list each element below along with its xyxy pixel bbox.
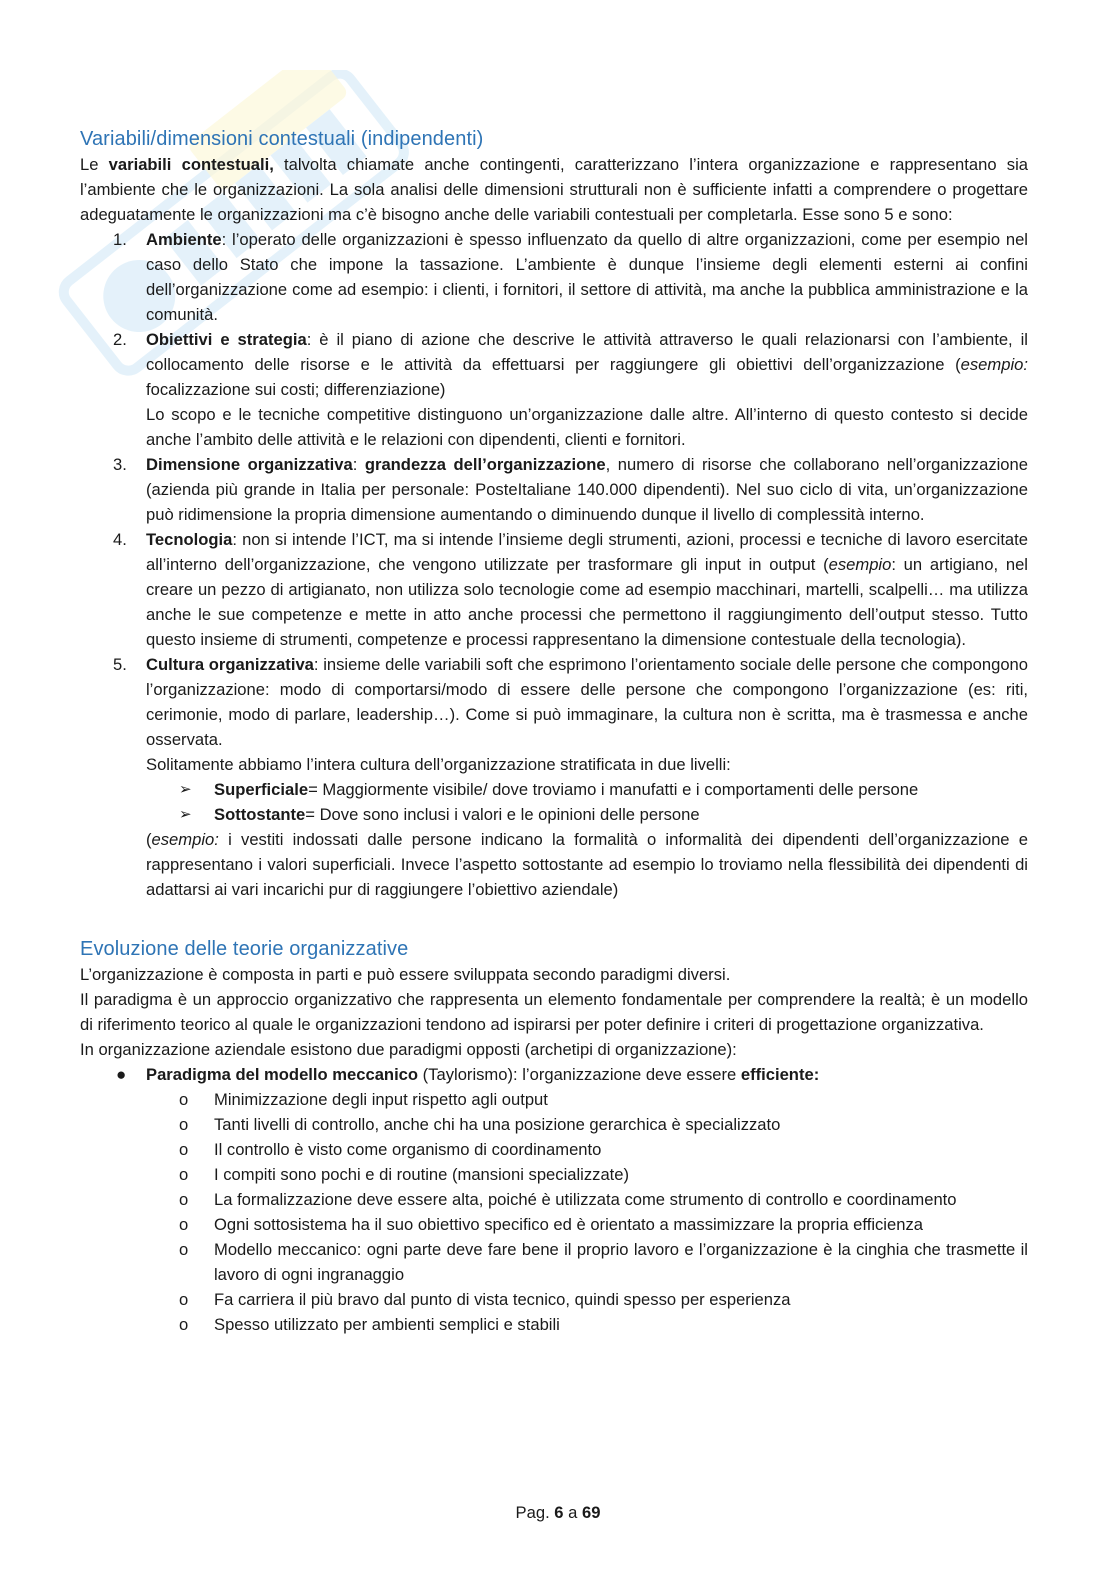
hollow-circle-bullet-icon: o: [179, 1090, 189, 1109]
sub-list-item: o I compiti sono pochi e di routine (mansioni specializzate): [80, 1162, 1028, 1187]
hollow-circle-bullet-icon: o: [179, 1240, 189, 1259]
section-heading-evoluzione: Evoluzione delle teorie organizzative: [80, 938, 409, 960]
sub-list-item: o Minimizzazione degli input rispetto agli output: [80, 1087, 1028, 1112]
hollow-circle-bullet-icon: o: [179, 1190, 189, 1209]
total-page-count: 69: [581, 1503, 601, 1522]
culture-level-superficiale: ➢ Superficiale= Maggiormente visibile/ dove troviamo i manufatti e i comportamenti delle persone: [80, 777, 1028, 802]
paragraph: Il paradigma è un approccio organizzativo che rappresenta un elemento fondamentale per comprendere la realtà; è un modello di riferimento teorico al quale le organizzazioni tendono ad ispirarsi per poter definire i criteri di progettazione organizzativa.: [80, 990, 1028, 1034]
hollow-circle-bullet-icon: o: [179, 1165, 189, 1184]
section-heading-variabili: Variabili/dimensioni contestuali (indipendenti): [80, 128, 484, 150]
list-number: 3.: [113, 455, 127, 474]
list-number: 2.: [113, 330, 127, 349]
current-page-number: 6: [554, 1503, 564, 1522]
document-page: [80, 126, 1028, 1337]
page-footer: Pag. 6 a 69: [515, 1503, 601, 1522]
culture-example-paragraph: (esempio: i vestiti indossati dalle persone indicano la formalità o informalità dei dipendenti dell’organizzazione e rappresentano i valori superficiali. Invece l’aspetto sottostante ad esempio lo troviamo nella flessibilità dei dipendenti di adattarsi ai vari incarichi pur di raggiungere l’obiettivo aziendale): [146, 830, 1028, 899]
culture-level-sottostante: ➢ Sottostante= Dove sono inclusi i valori e le opinioni delle persone: [80, 802, 1028, 827]
paragraph: In organizzazione aziendale esistono due paradigmi opposti (archetipi di organizzazione):: [80, 1040, 737, 1059]
hollow-circle-bullet-icon: o: [179, 1290, 189, 1309]
hollow-circle-bullet-icon: o: [179, 1315, 189, 1334]
bullet-modello-meccanico: ● Paradigma del modello meccanico (Taylorismo): l’organizzazione deve essere efficiente:: [80, 1062, 1028, 1087]
hollow-circle-bullet-icon: o: [179, 1115, 189, 1134]
sub-list-item: o Ogni sottosistema ha il suo obiettivo specifico ed è orientato a massimizzare la propria efficienza: [80, 1212, 1028, 1237]
list-number: 1.: [113, 230, 127, 249]
hollow-circle-bullet-icon: o: [179, 1215, 189, 1234]
sub-list-item: o Spesso utilizzato per ambienti semplici e stabili: [80, 1312, 1028, 1337]
list-number: 5.: [113, 655, 127, 674]
intro-paragraph: Le variabili contestuali, talvolta chiamate anche contingenti, caratterizzano l’intera organizzazione e rappresentano sia l’ambiente che le organizzazioni. La sola analisi delle dimensioni strutturali non è sufficiente infatti a comprendere o progettare adeguatamente le organizzazioni ma c’è bisogno anche delle variabili contestuali per completarla. Esse sono 5 e sono:: [80, 155, 1028, 224]
sub-list-item: o Modello meccanico: ogni parte deve fare bene il proprio lavoro e l’organizzazione è la cinghia che trasmette il lavoro di ogni ingranaggio: [80, 1237, 1028, 1287]
list-number: 4.: [113, 530, 127, 549]
sub-list-item: o Il controllo è visto come organismo di coordinamento: [80, 1137, 1028, 1162]
arrowhead-bullet-icon: ➢: [179, 806, 192, 823]
filled-dot-bullet-icon: ●: [116, 1065, 127, 1084]
list-item-dimensione: 3. Dimensione organizzativa: grandezza dell’organizzazione, numero di risorse che collaborano nell’organizzazione (azienda più grande in Italia per personale: PosteItaliane 140.000 dipendenti). Nel suo ciclo di vita, un’organizzazione può ridimensione la propria dimensione aumentando o diminuendo dunque il livello di complessità interno.: [80, 452, 1028, 527]
sub-list-item: o Fa carriera il più bravo dal punto di vista tecnico, quindi spesso per esperienza: [80, 1287, 1028, 1312]
arrowhead-bullet-icon: ➢: [179, 781, 192, 798]
list-item-ambiente: 1. Ambiente: l’operato delle organizzazioni è spesso influenzato da quello di altre organizzazioni, come per esempio nel caso dello Stato che impone la tassazione. L’ambiente è dunque l’insieme degli elementi esterni ai confini dell’organizzazione come ad esempio: i clienti, i fornitori, il settore di attività, ma anche la pubblica amministrazione e la comunità.: [80, 227, 1028, 327]
sub-list-item: o La formalizzazione deve essere alta, poiché è utilizzata come strumento di controllo e coordinamento: [80, 1187, 1028, 1212]
list-item-tecnologia: 4. Tecnologia: non si intende l’ICT, ma si intende l’insieme degli strumenti, azioni, processi e tecniche di lavoro esercitate all’interno dell’organizzazione, che vengono utilizzate per trasformare gli input in output (esempio: un artigiano, nel creare un pezzo di artigianato, non utilizza solo tecnologie come ad esempio macchinari, martelli, scalpelli… ma utilizza anche le sue competenze e mette in atto anche processi che permettono il raggiungimento dell’output stesso. Tutto questo insieme di strumenti, competenze e processi rappresentano la dimensione contestuale della tecnologia).: [80, 527, 1028, 652]
list-item-obiettivi: 2. Obiettivi e strategia: è il piano di azione che descrive le attività attraverso le quali relazionarsi con l’ambiente, il collocamento delle risorse e le attività da effettuarsi per raggiungere gli obiettivi dell’organizzazione (esempio: focalizzazione sui costi; differenziazione) Lo scopo e le tecniche competitive distinguono un’organizzazione dalle altre. All’interno di questo contesto si decide anche l’ambito delle attività e le relazioni con dipendenti, clienti e fornitori.: [80, 327, 1028, 452]
paragraph: L’organizzazione è composta in parti e può essere sviluppata secondo paradigmi diversi.: [80, 965, 731, 984]
list-item-cultura: 5. Cultura organizzativa: insieme delle variabili soft che esprimono l’orientamento sociale delle persone che compongono l’organizzazione: modo di comportarsi/modo di essere delle persone che compongono l’organizzazione (es: riti, cerimonie, modo di parlare, leadership…). Come si può immaginare, la cultura non è scritta, ma è trasmessa e anche osservata. Solitamente abbiamo l’intera cultura dell’organizzazione stratificata in due livelli:: [80, 652, 1028, 777]
hollow-circle-bullet-icon: o: [179, 1140, 189, 1159]
sub-list-item: o Tanti livelli di controllo, anche chi ha una posizione gerarchica è specializzato: [80, 1112, 1028, 1137]
